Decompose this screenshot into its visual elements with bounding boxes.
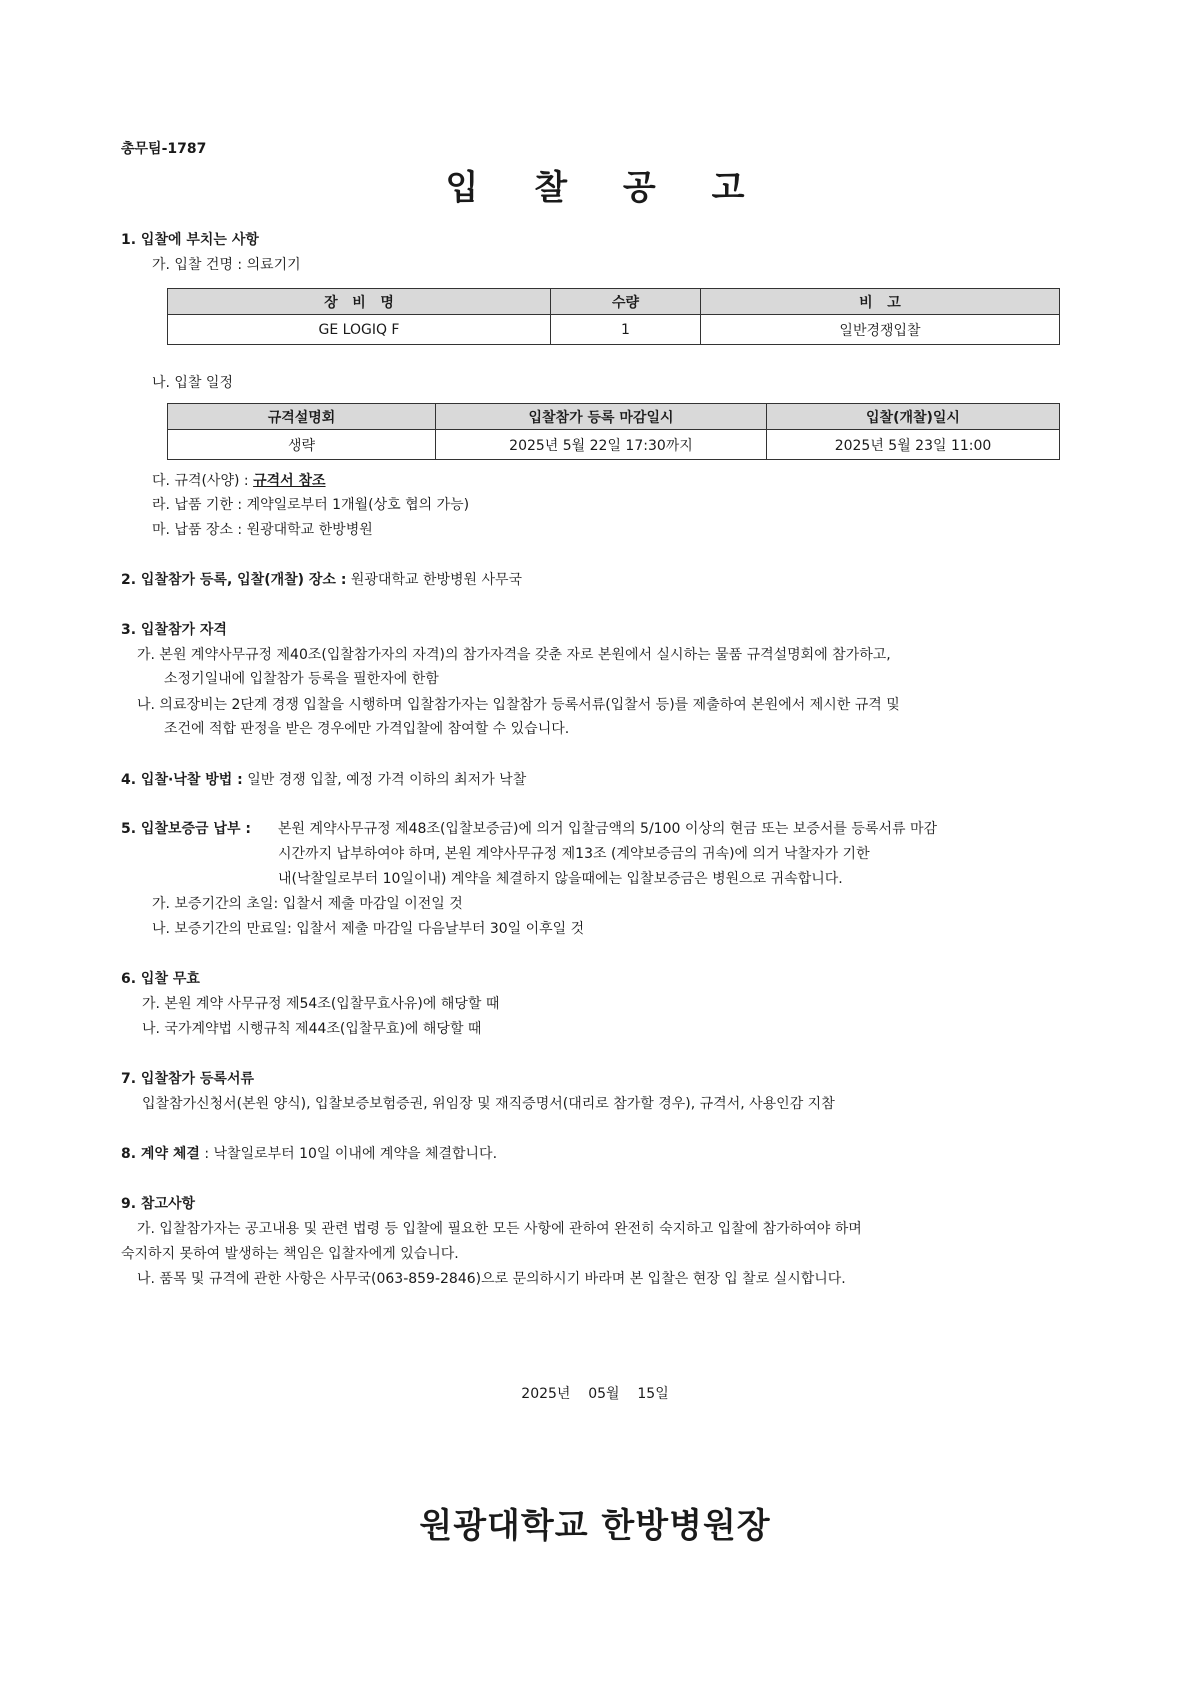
section-7-heading: 7. 입찰참가 등록서류 bbox=[121, 1071, 254, 1087]
section-1-item-e: 마. 납품 장소 : 원광대학교 한방병원 bbox=[152, 522, 373, 538]
section-9-item-b: 나. 품목 및 규격에 관한 사항은 사무국(063-859-2846)으로 문의하시기 바라며 본 입찰은 현장 입 찰로 실시합니다. bbox=[137, 1271, 846, 1287]
section-9-heading: 9. 참고사항 bbox=[121, 1196, 196, 1212]
issuer-signature: 원광대학교 한방병원장 bbox=[419, 1506, 771, 1546]
document-number: 총무팀-1787 bbox=[121, 141, 207, 157]
section-5-item-b: 나. 보증기간의 만료일: 입찰서 제출 마감일 다음날부터 30일 이후일 것 bbox=[152, 921, 585, 937]
section-8-text: : 낙찰일로부터 10일 이내에 계약을 체결합니다. bbox=[199, 1146, 498, 1162]
table-header: 장 비 명 bbox=[168, 289, 551, 315]
table-cell: 2025년 5월 22일 17:30까지 bbox=[436, 430, 767, 460]
section-6-item-a: 가. 본원 계약 사무규정 제54조(입찰무효사유)에 해당할 때 bbox=[142, 996, 500, 1012]
section-1-heading: 1. 입찰에 부치는 사항 bbox=[121, 232, 259, 248]
schedule-table bbox=[167, 403, 1060, 460]
table-header: 입찰참가 등록 마감일시 bbox=[436, 404, 767, 430]
table-header: 비 고 bbox=[701, 289, 1060, 315]
section-4-heading: 4. 입찰·낙찰 방법 : bbox=[121, 772, 243, 788]
table-cell: 1 bbox=[551, 315, 701, 345]
spec-reference: 규격서 참조 bbox=[253, 473, 326, 489]
section-2 bbox=[121, 570, 522, 590]
table-row bbox=[168, 430, 1060, 460]
section-3-item-a-line1: 가. 본원 계약사무규정 제40조(입찰참가자의 자격)의 참가자격을 갖춘 자로 본원에서 실시하는 물품 규격설명회에 참가하고, bbox=[137, 647, 891, 663]
table-cell: GE LOGIQ F bbox=[168, 315, 551, 345]
section-6-heading: 6. 입찰 무효 bbox=[121, 971, 200, 987]
section-4 bbox=[121, 770, 526, 790]
section-8-heading: 8. 계약 체결 bbox=[121, 1146, 200, 1162]
section-1-item-c bbox=[152, 471, 326, 491]
section-3-item-b-line2: 조건에 적합 판정을 받은 경우에만 가격입찰에 참여할 수 있습니다. bbox=[164, 721, 570, 737]
table-header: 수량 bbox=[551, 289, 701, 315]
section-5-line3: 내(낙찰일로부터 10일이내) 계약을 체결하지 않을때에는 입찰보증금은 병원으로 귀속합니다. bbox=[278, 871, 843, 887]
section-5-item-a: 가. 보증기간의 초일: 입찰서 제출 마감일 이전일 것 bbox=[152, 896, 463, 912]
section-2-heading: 2. 입찰참가 등록, 입찰(개찰) 장소 : bbox=[121, 572, 347, 588]
section-5-line1: 본원 계약사무규정 제48조(입찰보증금)에 의거 입찰금액의 5/100 이상의 현금 또는 보증서를 등록서류 마감 bbox=[278, 821, 937, 837]
equipment-table bbox=[167, 288, 1060, 345]
section-9-item-a-line1: 가. 입찰참가자는 공고내용 및 관련 법령 등 입찰에 필요한 모든 사항에 관하여 완전히 숙지하고 입찰에 참가하여야 하며 bbox=[137, 1221, 862, 1237]
section-2-text: 원광대학교 한방병원 사무국 bbox=[346, 572, 523, 588]
section-3-heading: 3. 입찰참가 자격 bbox=[121, 622, 227, 638]
notice-date: 2025년 05월 15일 bbox=[521, 1386, 669, 1402]
section-1-item-d: 라. 납품 기한 : 계약일로부터 1개월(상호 협의 가능) bbox=[152, 497, 470, 513]
spec-label: 다. 규격(사양) : bbox=[152, 473, 254, 489]
section-9-item-a-line2: 숙지하지 못하여 발생하는 책임은 입찰자에게 있습니다. bbox=[121, 1246, 459, 1262]
table-cell: 일반경쟁입찰 bbox=[701, 315, 1060, 345]
table-row bbox=[168, 315, 1060, 345]
section-3-item-a-line2: 소정기일내에 입찰참가 등록을 필한자에 한함 bbox=[164, 671, 439, 687]
section-1-item-b: 나. 입찰 일정 bbox=[152, 375, 233, 391]
section-8 bbox=[121, 1144, 497, 1164]
table-cell: 생략 bbox=[168, 430, 436, 460]
section-6-item-b: 나. 국가계약법 시행규칙 제44조(입찰무효)에 해당할 때 bbox=[142, 1021, 482, 1037]
page-title: 입 찰 공 고 bbox=[445, 168, 767, 208]
section-7-text: 입찰참가신청서(본원 양식), 입찰보증보험증권, 위임장 및 재직증명서(대리로 참가할 경우), 규격서, 사용인감 지참 bbox=[142, 1096, 835, 1112]
table-cell: 2025년 5월 23일 11:00 bbox=[767, 430, 1060, 460]
section-1-item-a: 가. 입찰 건명 : 의료기기 bbox=[152, 257, 301, 273]
section-5-line2: 시간까지 납부하여야 하며, 본원 계약사무규정 제13조 (계약보증금의 귀속)에 의거 낙찰자가 기한 bbox=[278, 846, 870, 862]
table-header: 규격설명회 bbox=[168, 404, 436, 430]
section-4-text: 일반 경쟁 입찰, 예정 가격 이하의 최저가 낙찰 bbox=[242, 772, 527, 788]
table-header-row bbox=[168, 289, 1060, 315]
table-header: 입찰(개찰)일시 bbox=[767, 404, 1060, 430]
table-header-row bbox=[168, 404, 1060, 430]
section-5-heading: 5. 입찰보증금 납부 : bbox=[121, 821, 251, 837]
section-3-item-b-line1: 나. 의료장비는 2단계 경쟁 입찰을 시행하며 입찰참가자는 입찰참가 등록서류(입찰서 등)를 제출하여 본원에서 제시한 규격 및 bbox=[137, 697, 900, 713]
